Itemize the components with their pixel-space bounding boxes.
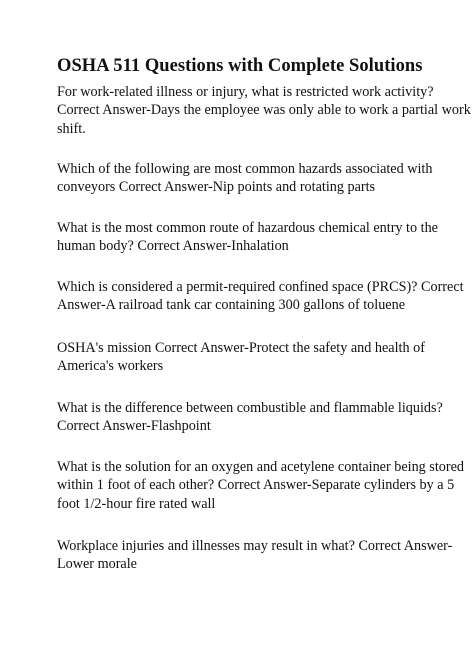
qa-entry-6 <box>57 399 443 436</box>
qa-entry-3-line-1: What is the most common route of hazardous chemical entry to the <box>57 220 438 236</box>
qa-entry-6-line-1: What is the difference between combustible and flammable liquids? <box>57 400 443 416</box>
qa-entry-7-line-3: foot 1/2-hour fire rated wall <box>57 495 216 512</box>
qa-entry-4-line-1: Which is considered a permit-required confined space (PRCS)? Correct <box>57 279 464 295</box>
qa-entry-8-line-2: Lower morale <box>57 556 137 573</box>
qa-entry-7-line-1: What is the solution for an oxygen and acetylene container being stored <box>57 459 464 475</box>
qa-entry-2-line-1: Which of the following are most common hazards associated with <box>57 161 433 177</box>
qa-entry-7 <box>57 458 464 513</box>
qa-entry-5-line-2: America's workers <box>57 358 164 375</box>
qa-entry-5 <box>57 339 437 376</box>
qa-entry-7-line-2: within 1 foot of each other? Correct Answer-Separate cylinders by a 5 <box>57 477 455 494</box>
qa-entry-8-line-1: Workplace injuries and illnesses may result in what? Correct Answer- <box>57 538 453 554</box>
qa-entry-4-line-2: Answer-A railroad tank car containing 300 gallons of toluene <box>57 297 405 314</box>
qa-entry-1-line-2: Correct Answer-Days the employee was only able to work a partial work <box>57 102 471 119</box>
qa-entry-1-line-1: For work-related illness or injury, what is restricted work activity? <box>57 84 434 100</box>
qa-entry-2-line-2: conveyors Correct Answer-Nip points and rotating parts <box>57 179 376 196</box>
qa-entry-2 <box>57 160 437 197</box>
qa-entry-1-line-3: shift. <box>57 120 86 137</box>
document-title: OSHA 511 Questions with Complete Solutions <box>57 56 423 76</box>
qa-entry-5-line-1: OSHA's mission Correct Answer-Protect the safety and health of <box>57 340 425 356</box>
qa-entry-3 <box>57 219 437 256</box>
qa-entry-1 <box>57 83 471 138</box>
qa-entry-6-line-2: Correct Answer-Flashpoint <box>57 418 211 435</box>
qa-entry-4 <box>57 278 464 315</box>
qa-entry-8 <box>57 537 453 574</box>
qa-entry-3-line-2: human body? Correct Answer-Inhalation <box>57 238 289 255</box>
